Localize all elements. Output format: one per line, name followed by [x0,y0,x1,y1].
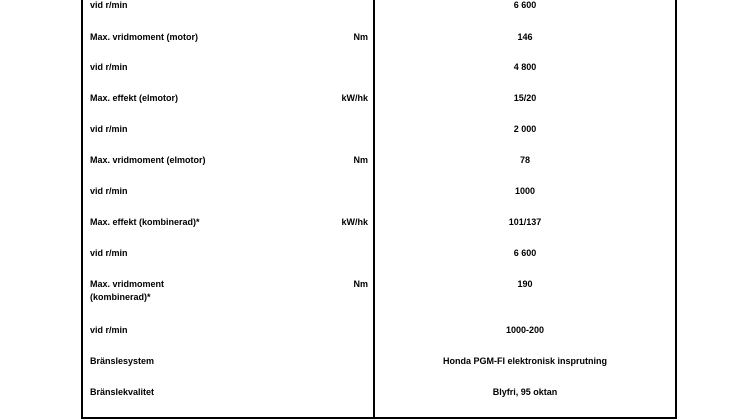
row-label: Bränslekvalitet [90,387,155,397]
row-value: 6 600 [513,0,537,10]
row-value: 101/137 [508,217,542,227]
spec-table [81,0,677,419]
row-value: 146 [517,32,533,42]
row-unit: Nm [353,279,368,289]
row-label: Max. effekt (kombinerad)* [90,217,200,227]
row-value: 78 [519,155,530,165]
row-value: 1000 [514,186,536,196]
row-value: 4 800 [513,62,537,72]
row-label: vid r/min [90,124,128,134]
row-label: Bränslesystem [90,356,155,366]
row-value: 6 600 [513,248,537,258]
row-label: vid r/min [90,62,128,72]
row-unit: kW/hk [341,217,368,227]
row-value: 15/20 [513,93,537,103]
row-value: 1000-200 [505,325,545,335]
row-value: 190 [517,279,533,289]
row-label: vid r/min [90,248,128,258]
row-label: vid r/min [90,0,128,10]
row-value: Blyfri, 95 oktan [492,387,558,397]
row-unit: Nm [353,155,368,165]
row-unit: Nm [353,32,368,42]
row-unit: kW/hk [341,93,368,103]
row-label: vid r/min [90,186,128,196]
row-label: Max. vridmoment (motor) [90,32,199,42]
row-value: Honda PGM-FI elektronisk insprutning [442,356,607,366]
row-value: 2 000 [513,124,537,134]
row-label: Max. vridmoment (elmotor) [90,155,206,165]
row-label: Max. effekt (elmotor) [90,93,179,103]
row-label: vid r/min [90,325,128,335]
row-label: Max. vridmoment (kombinerad)* [90,279,165,302]
